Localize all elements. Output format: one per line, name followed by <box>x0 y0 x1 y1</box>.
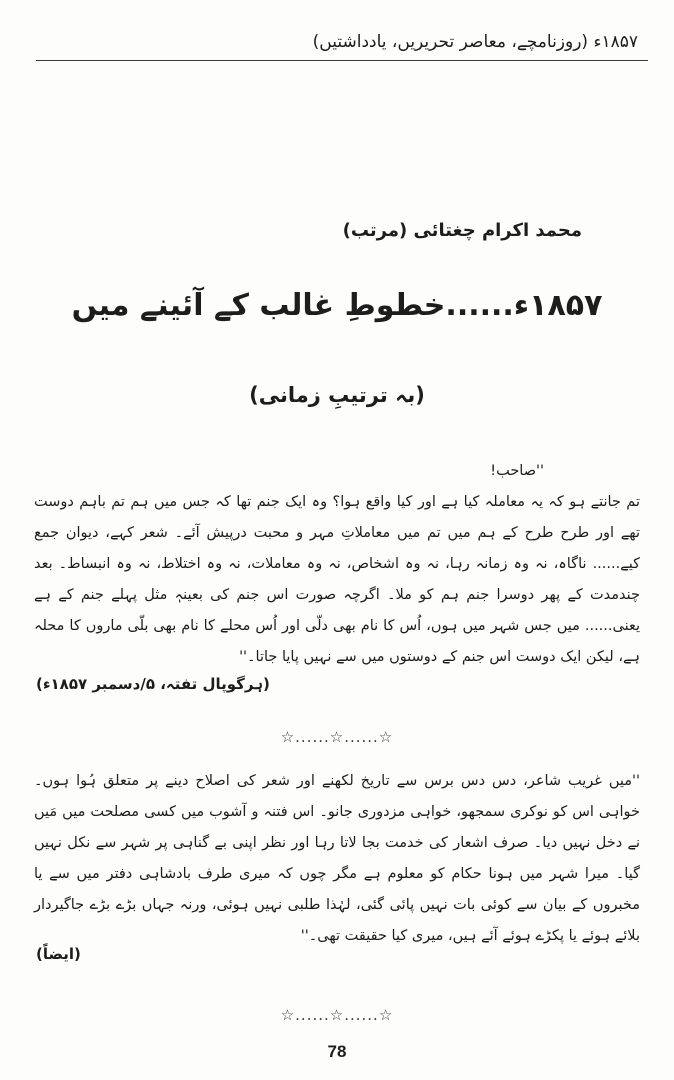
section-divider: ☆......☆......☆ <box>280 1006 394 1024</box>
letter-two <box>34 766 640 952</box>
letter-one-body: تم جانتے ہو کہ یہ معاملہ کیا ہے اور کیا واقع ہوا؟ وہ ایک جنم تھا کہ جس میں ہم تم باہم دوست تھے اور طرح طرح کے ہم میں تم میں معاملاتِ مہر و محبت درپیش آئے۔ شعر کہے، دیوان جمع کیے...... ناگاہ، نہ وہ زمانہ رہا، نہ وہ اشخاص، نہ وہ معاملات، نہ وہ اختلاط، نہ وہ انبساط۔ بعد چندمدت کے پھر دوسرا جنم ہم کو ملا۔ اگرچہ صورت اس جنم کی بعینہٖ مثل پہلے جنم کے ہے یعنی...... میں جس شہر میں ہوں، اُس کا نام بھی دلّی اور اُس محلے کا نام بھی بلّی ماروں کا محلہ ہے، لیکن ایک دوست اس جنم کے دوستوں میں سے نہیں پایا جاتا۔'' <box>34 494 640 665</box>
header-rule <box>36 60 648 61</box>
letter-two-citation: (ایضاً) <box>36 945 81 963</box>
letter-one <box>34 456 640 673</box>
author-line: محمد اکرام چغتائی (مرتب) <box>342 220 582 241</box>
letter-two-body: ''میں غریب شاعر، دس دس برس سے تاریخ لکھنے اور شعر کی اصلاح دینے پر متعلق ہُوا ہوں۔ خواہی اس کو نوکری سمجھو، خواہی مزدوری جانو۔ اس فتنہ و آشوب میں کسی مصلحت میں مَیں نے دخل نہیں دیا۔ صرف اشعار کی خدمت بجا لاتا رہا اور نظر اپنی بے گناہی پر شہر سے نکل نہیں گیا۔ میرا شہر میں ہونا حکام کو معلوم ہے مگر چوں کہ میری طرف بادشاہی دفتر میں سے یا مخبروں کے بیان سے کوئی بات نہیں پائی گئی، لہٰذا طلبی نہیں ہوئی، ورنہ جہاں بڑے بڑے جاگیردار بلائے ہوئے یا پکڑے ہوئے آئے ہیں، میری کیا حقیقت تھی۔'' <box>34 773 640 944</box>
section-divider: ☆......☆......☆ <box>280 728 394 746</box>
article-subtitle: (بہ ترتیبِ زمانی) <box>249 383 425 407</box>
letter-one-citation: (ہرگوپال تفتہ، ۵/دسمبر ۱۸۵۷ء) <box>36 675 270 693</box>
running-head: ۱۸۵۷ء (روزنامچے، معاصر تحریریں، یادداشتیں) <box>312 32 638 52</box>
article-title: ۱۸۵۷ء......خطوطِ غالب کے آئینے میں <box>71 288 603 323</box>
letter-one-salutation: ''صاحب! <box>490 463 544 479</box>
page-number: 78 <box>327 1042 347 1061</box>
